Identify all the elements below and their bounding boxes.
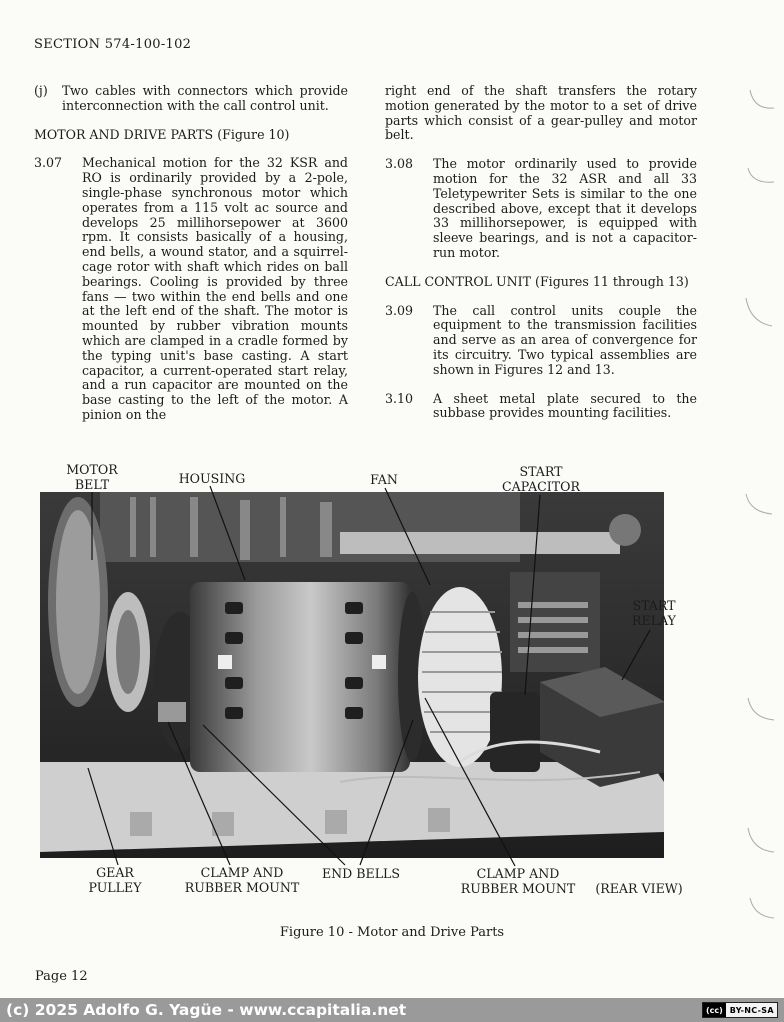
- paragraph-number: 3.07: [34, 155, 63, 171]
- paragraph-text: Mechanical motion for the 32 KSR and RO is ordinarily provided by a 2-pole, single-phase synchronous motor which operates from a 115 volt ac source and develops 25 millihorsepower at 3600 rpm. It consists basically of a housing, end bells, a wound stator, and a squirrel-cage rotor with shaft which rides on ball bearings. Cooling is provided by three fans — two within the end bells and one at the left end of the shaft. The motor is mounted by rubber vibration mounts which are clamped in a cradle formed by the typing unit's base casting. A start capacitor, a current-operated start relay, and a run capacitor are mounted on the base casting to the left of the motor. A pinion on the: [82, 155, 348, 422]
- copyright-text: (c) 2025 Adolfo G. Yagüe - www.ccapitalia.net: [6, 1001, 407, 1019]
- label-motor-belt: MOTOR BELT: [66, 462, 118, 492]
- leader-housing: [210, 486, 245, 580]
- copyright-footer: [0, 998, 784, 1022]
- paragraph-text: The call control units couple the equipment to the transmission facilities and serve as an area of convergence for its circuitry. Two typical assemblies are shown in Figures 12 and 13.: [433, 302, 697, 377]
- paragraph-number: 3.10: [385, 390, 414, 406]
- label-end-bells: END BELLS: [321, 866, 401, 881]
- leader-start-relay: [622, 630, 650, 680]
- item-j-text: Two cables with connectors which provide interconnection with the call control unit.: [62, 83, 348, 113]
- license-text: BY-NC-SA: [729, 1005, 774, 1015]
- section-header: SECTION 574-100-102: [34, 37, 192, 52]
- heading-call-control: CALL CONTROL UNIT (Figures 11 through 13): [385, 273, 689, 289]
- punch-mark: [750, 90, 774, 108]
- label-gear-pulley: GEAR PULLEY: [88, 865, 142, 895]
- leader-gear-pulley: [88, 768, 118, 865]
- leader-clamp-left: [168, 722, 230, 865]
- label-start-relay: START RELAY: [632, 598, 676, 628]
- leader-end-bell-left: [203, 725, 345, 865]
- paragraph-number: 3.08: [385, 156, 414, 172]
- paragraph-text: A sheet metal plate secured to the subbase provides mounting facilities.: [433, 390, 697, 421]
- page-number: Page 12: [35, 969, 88, 984]
- label-start-capacitor: START CAPACITOR: [502, 464, 580, 494]
- label-clamp-rubber-mount-left: CLAMP AND RUBBER MOUNT: [184, 865, 300, 895]
- leader-start-capacitor: [525, 495, 540, 695]
- leader-clamp-right: [425, 698, 515, 866]
- paragraph-number: 3.09: [385, 302, 414, 318]
- punch-mark: [746, 494, 772, 514]
- punch-mark: [748, 828, 774, 852]
- leader-fan: [385, 488, 430, 585]
- item-j-marker: (j): [34, 83, 48, 98]
- label-fan: FAN: [370, 472, 398, 487]
- paragraph-text: The motor ordinarily used to provide motion for the 32 ASR and all 33 Teletypewriter Sets is similar to the one described above, except that it develops 33 millihorsepower, is equipped with sleeve bearings, and is not a capacitor-run motor.: [433, 156, 697, 260]
- label-clamp-rubber-mount-right: CLAMP AND RUBBER MOUNT: [460, 866, 576, 896]
- heading-motor-drive: MOTOR AND DRIVE PARTS (Figure 10): [34, 126, 290, 142]
- punch-mark: [748, 698, 774, 720]
- cc-icon: (cc): [703, 1003, 726, 1017]
- label-housing: HOUSING: [178, 471, 246, 486]
- cc-license-badge[interactable]: [702, 1002, 778, 1018]
- label-rear-view: (REAR VIEW): [595, 881, 683, 896]
- leader-end-bell-right: [360, 720, 413, 865]
- punch-mark: [746, 298, 772, 326]
- figure-caption: Figure 10 - Motor and Drive Parts: [279, 925, 505, 940]
- continued-paragraph: right end of the shaft transfers the rotary motion generated by the motor to a set of drive parts which consist of a gear-pulley and motor belt.: [385, 83, 697, 143]
- punch-mark: [748, 168, 774, 182]
- binder-hole-marks: [740, 80, 784, 940]
- punch-mark: [750, 898, 774, 918]
